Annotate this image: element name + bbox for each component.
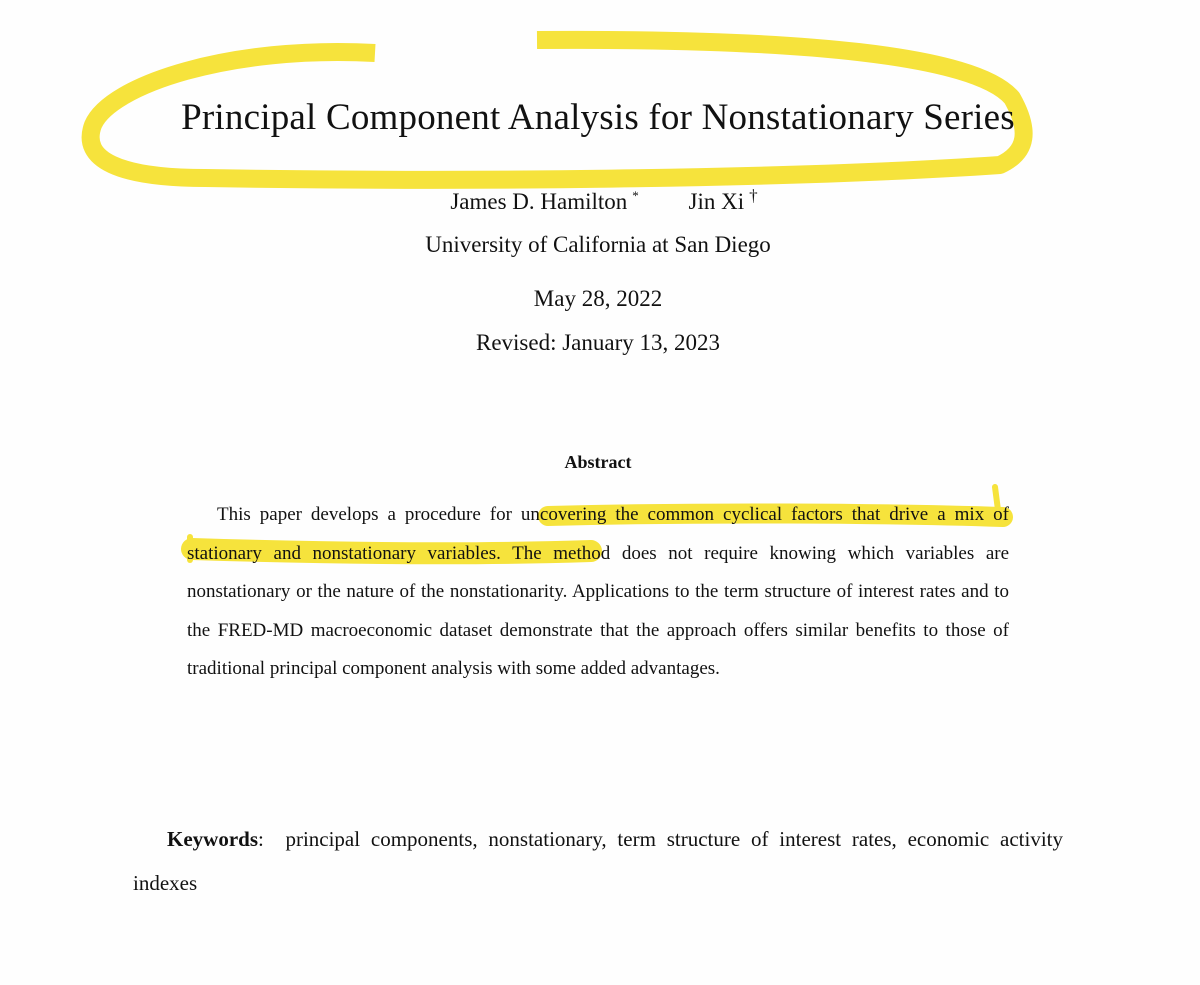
author-name: Jin Xi [688,189,745,214]
revised-date: Revised: January 13, 2023 [475,330,720,355]
abstract-text [187,496,1009,689]
paper-date: May 28, 2022 [533,286,663,311]
author-list [0,186,1200,215]
abstract-highlighted-text: uncovering the common cyclical factors that drive a mix of stationary and nonstationary variables [187,504,1009,564]
keywords-label: Keywords [167,827,258,851]
author-footnote-mark: † [749,186,758,205]
keywords-separator: : [258,827,264,851]
author-2 [689,186,758,215]
abstract-heading: Abstract [564,452,632,472]
keywords-text: principal components, nonstationary, term structure of interest rates, economic activity indexes [133,827,1064,895]
author-name: James D. Hamilton [450,189,628,214]
author-1 [450,188,638,215]
abstract-text-after: . The method does not require knowing which variables are nonstationary or the nature of the nonstationarity. Applications to the term structure of interest rates and to the FRED-MD macroeconomic dataset demonstrate that the approach offers similar benefits to those of traditional principal component analysis with some added advantages. [187,542,1010,680]
affiliation: University of California at San Diego [425,232,771,257]
keywords-paragraph [133,817,1063,905]
author-footnote-mark: * [632,188,639,203]
paper-title: Principal Component Analysis for Nonstationary Series [181,97,1015,138]
abstract-text-before: This paper develops a procedure for [217,504,521,525]
